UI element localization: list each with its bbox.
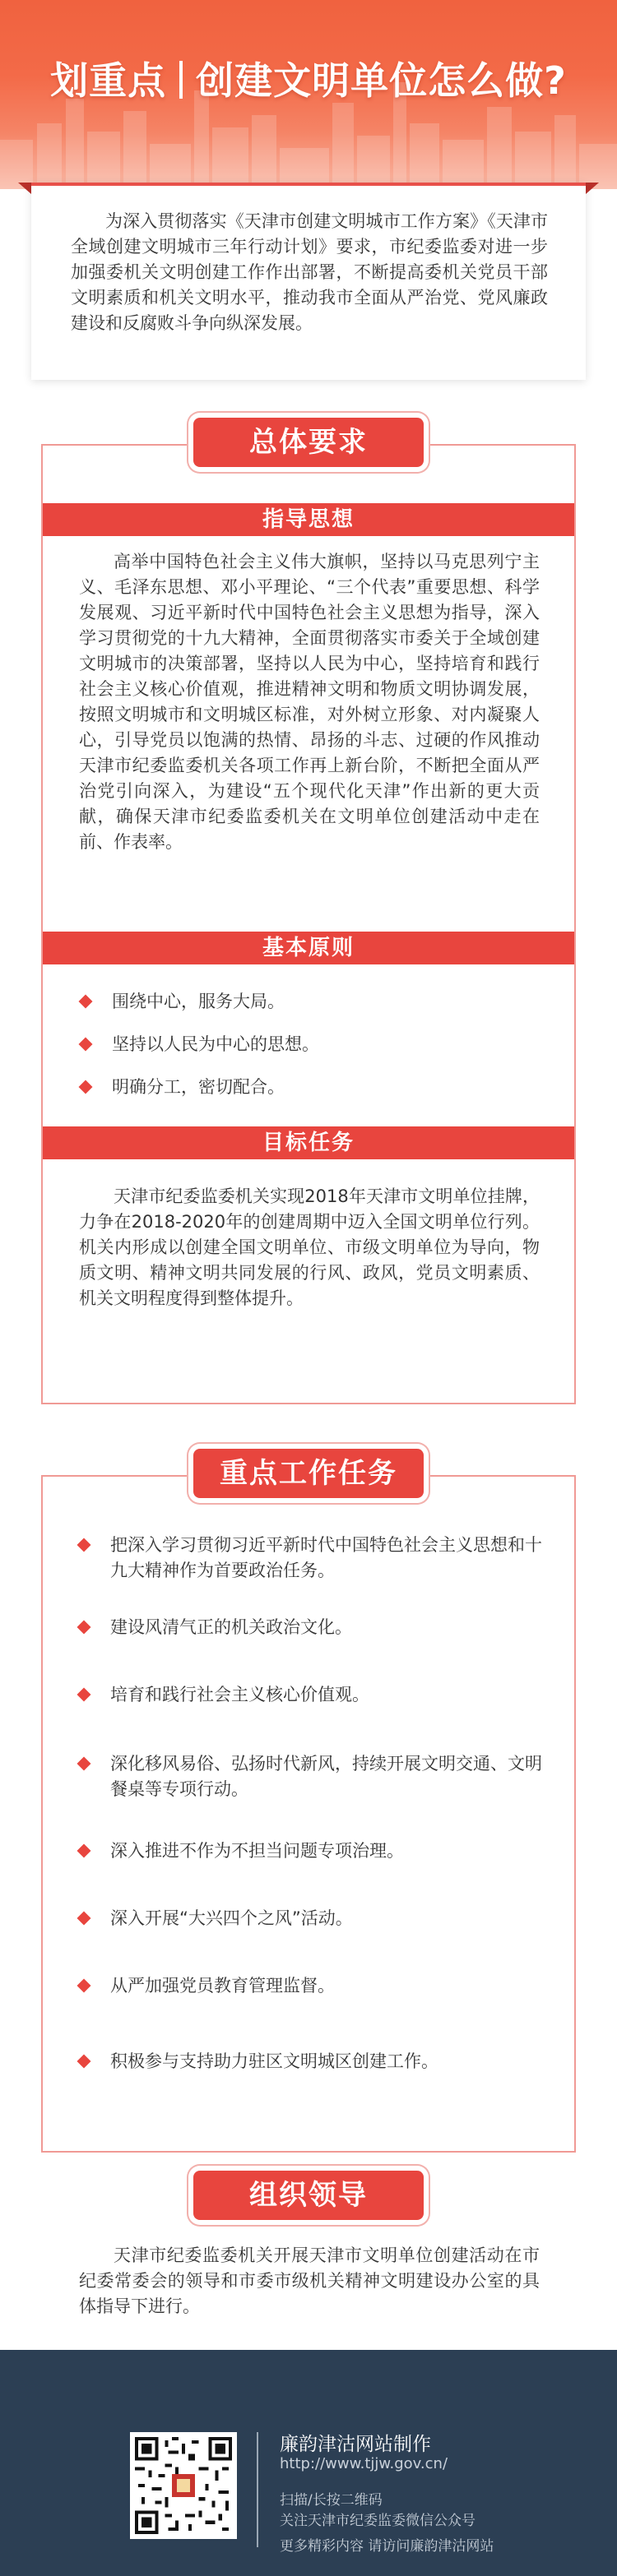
ribbon-fold-right <box>586 183 599 194</box>
footer-follow-text: 关注天津市纪委监委微信公众号 <box>280 2513 476 2529</box>
principle-item: 围绕中心，服务大局。 <box>81 989 285 1015</box>
footer-url[interactable]: http://www.tjjw.gov.cn/ <box>280 2455 448 2472</box>
diamond-bullet-icon <box>79 1038 93 1052</box>
section-title-general: 总体要求 <box>193 418 424 467</box>
task-item: 把深入学习贯彻习近平新时代中国特色社会主义思想和十九大精神作为首要政治任务。 <box>79 1533 556 1584</box>
task-item: 深入开展“大兴四个之风”活动。 <box>79 1906 556 1931</box>
footer-more-text: 更多精彩内容 请访问廉韵津沽网站 <box>280 2538 494 2555</box>
principle-item: 坚持以人民为中心的思想。 <box>81 1032 319 1057</box>
diamond-bullet-icon <box>77 1844 91 1858</box>
diamond-bullet-icon <box>77 1538 91 1552</box>
diamond-bullet-icon <box>79 1080 93 1094</box>
task-item: 深化移风易俗、弘扬时代新风，持续开展文明交通、文明餐桌等专项行动。 <box>79 1751 556 1802</box>
task-item: 建设风清气正的机关政治文化。 <box>79 1615 556 1640</box>
task-item: 深入推进不作为不担当问题专项治理。 <box>79 1838 556 1864</box>
subhead-goals: 目标任务 <box>43 1126 574 1159</box>
diamond-bullet-icon <box>77 1757 91 1771</box>
diamond-bullet-icon <box>77 1979 91 1993</box>
footer-title: 廉韵津沽网站制作 <box>280 2434 431 2455</box>
diamond-bullet-icon <box>79 995 93 1009</box>
principle-item: 明确分工，密切配合。 <box>81 1075 285 1100</box>
section-title-leadership: 组织领导 <box>193 2171 424 2220</box>
task-item: 从严加强党员教育管理监督。 <box>79 1973 556 1999</box>
page-title <box>0 51 617 105</box>
footer <box>0 2350 617 2576</box>
section-title-key-tasks: 重点工作任务 <box>193 1449 424 1498</box>
task-item: 培育和践行社会主义核心价值观。 <box>79 1682 556 1708</box>
diamond-bullet-icon <box>77 1621 91 1635</box>
goals-text: 天津市纪委监委机关实现2018年天津市文明单位挂牌，力争在2018-2020年的创建周期中迈入全国文明单位行列。机关内形成以创建全国文明单位、市级文明单位为导向，物质文明、精神文明共同发展的行风、政风，党员文明素质、机关文明程度得到整体提升。 <box>79 1186 540 1308</box>
qr-code-icon <box>130 2432 237 2539</box>
ribbon-fold-left <box>18 183 31 194</box>
intro-text: 为深入贯彻落实《天津市创建文明城市工作方案》《天津市全域创建文明城市三年行动计划》要求，市纪委监委对进一步加强委机关文明创建工作作出部署，不断提高委机关党员干部文明素质和机关文明水平，推动我市全面从严治党、党风廉政建设和反腐败斗争向纵深发展。 <box>71 211 548 333</box>
guiding-text: 高举中国特色社会主义伟大旗帜，坚持以马克思列宁主义、毛泽东思想、邓小平理论、“三个代表”重要思想、科学发展观、习近平新时代中国特色社会主义思想为指导，深入学习贯彻党的十九大精神，全面贯彻落实市委关于全域创建文明城市的决策部署，坚持以人民为中心，坚持培育和践行社会主义核心价值观，推进精神文明和物质文明协调发展，按照文明城市和文明城区标准，对外树立形象、对内凝聚人心，引导党员以饱满的热情、昂扬的斗志、过硬的作风推动天津市纪委监委机关各项工作再上新台阶，不断把全面从严治党引向深入，为建设“五个现代化天津”作出新的更大贡献，确保天津市纪委监委机关在文明单位创建活动中走在前、作表率。 <box>79 552 540 852</box>
footer-scan-text: 扫描/长按二维码 <box>280 2492 383 2509</box>
subhead-guiding: 指导思想 <box>43 503 574 536</box>
diamond-bullet-icon <box>77 1688 91 1702</box>
footer-divider <box>257 2432 258 2547</box>
diamond-bullet-icon <box>77 2055 91 2069</box>
diamond-bullet-icon <box>77 1912 91 1926</box>
title-divider <box>179 61 183 99</box>
subhead-principles: 基本原则 <box>43 932 574 964</box>
intro-card <box>31 183 586 380</box>
title-right: 创建文明单位怎么做? <box>196 58 567 103</box>
leadership-text: 天津市纪委监委机关开展天津市文明单位创建活动在市纪委常委会的领导和市委市级机关精神文明建设办公室的具体指导下进行。 <box>79 2245 540 2316</box>
title-left: 划重点 <box>50 58 167 103</box>
header-banner <box>0 0 617 189</box>
task-item: 积极参与支持助力驻区文明城区创建工作。 <box>79 2049 556 2074</box>
